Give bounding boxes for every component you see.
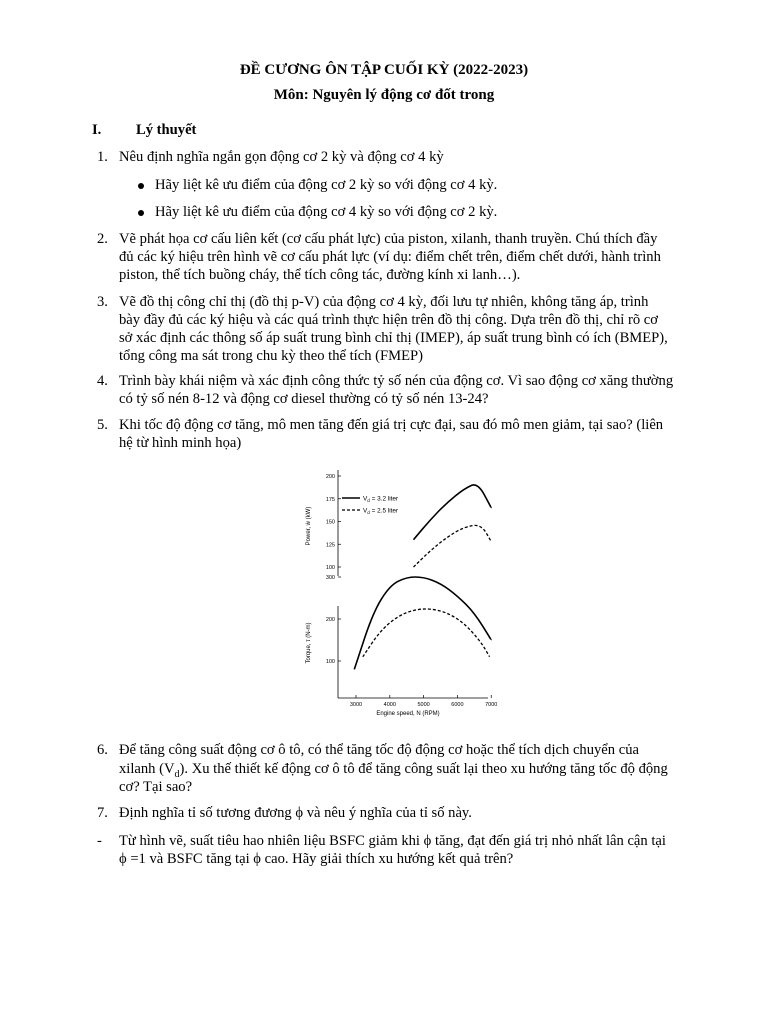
power-tick-label: 100 <box>325 565 335 571</box>
item-text: Vẽ đồ thị công chỉ thị (đồ thị p-V) của động cơ 4 kỳ, đối lưu tự nhiên, không tăng áp, trình <box>119 294 649 310</box>
torque-axis-label: Torque, τ (N-m) <box>306 622 312 664</box>
power-tick-label: 200 <box>325 474 335 480</box>
bullet-dot <box>138 183 144 189</box>
power-curve-solid <box>414 485 492 540</box>
subject-line: Môn: Nguyên lý động cơ đốt trong <box>273 87 495 103</box>
power-tick-label: 125 <box>325 542 335 549</box>
power-curve-dashed <box>414 525 492 567</box>
bullet-text: Hãy liệt kê ưu điểm của động cơ 2 kỳ so với động cơ 4 kỳ. <box>155 177 498 193</box>
item-text: Từ hình vẽ, suất tiêu hao nhiên liệu BSFC giảm khi ϕ tăng, đạt đến giá trị nhỏ nhất lân cận tại <box>119 833 666 849</box>
item-number: 6. <box>97 742 108 758</box>
item-text: sở xác định các thông số áp suất trung bình chỉ thị (IMEP), áp suất trung bình có ích (BMEP), <box>119 330 668 346</box>
x-tick-label: 6000 <box>451 702 464 708</box>
item-text: Để tăng công suất động cơ ô tô, có thể tăng tốc độ động cơ hoặc thể tích dịch chuyển của <box>119 742 639 758</box>
power-tick-label: 175 <box>325 496 335 503</box>
bullet-dot <box>138 210 144 216</box>
item-text: bày đầy đủ các ký hiệu và các quá trình thực hiện trên đồ thị công. Dựa trên đồ thị, chỉ rõ cơ <box>119 312 659 328</box>
torque-tick-label: 200 <box>325 617 335 623</box>
x-tick-label: 4000 <box>383 702 396 708</box>
torque-axes <box>326 575 498 708</box>
item-text: Trình bày khái niệm và xác định công thức tỷ số nén của động cơ. Vì sao động cơ xăng thường <box>119 373 674 389</box>
bullet-text: Hãy liệt kê ưu điểm của động cơ 4 kỳ so với động cơ 2 kỳ. <box>155 204 498 220</box>
section-numeral: I. <box>92 122 102 138</box>
power-axis-label: Power, ẇ (kW) <box>306 506 312 546</box>
item-text: Vẽ phát họa cơ cấu liên kết (cơ cấu phát lực) của piston, xilanh, thanh truyền. Chú thích đầy <box>119 231 658 247</box>
power-tick-label: 150 <box>325 519 335 526</box>
item-text: ϕ =1 và BSFC tăng tại ϕ cao. Hãy giải thích xu hướng kết quả trên? <box>119 851 514 867</box>
item-text: piston, thể tích buồng cháy, thể tích công tác, đường kính xi lanh…). <box>119 267 521 283</box>
legend-label-2-5: $V_d = 2.5$ liter <box>363 507 399 516</box>
item-number: 3. <box>97 294 108 310</box>
torque-curve-solid <box>354 577 491 669</box>
legend-label-3-2: $V_d = 3.2$ liter <box>363 495 399 504</box>
torque-curve-dashed <box>363 609 490 657</box>
item-text: có tỷ số nén 8-12 và động cơ diesel thường có tỷ số nén 13-24? <box>119 391 489 407</box>
x-tick-label: 5000 <box>417 702 430 708</box>
power-torque-figure <box>296 466 496 720</box>
x-tick-label: 3000 <box>349 702 363 708</box>
item-number: 7. <box>97 805 108 821</box>
item-number: 2. <box>97 231 108 247</box>
item-number: 5. <box>97 417 108 433</box>
torque-tick-label: 300 <box>325 575 335 581</box>
power-axes <box>326 470 341 576</box>
item-dash: - <box>97 833 102 849</box>
torque-tick-label: 100 <box>325 659 335 665</box>
item-text-part: ). Xu thế thiết kế động cơ ô tô để tăng công suất lại theo xu hướng tăng tốc độ động <box>179 761 668 777</box>
section-heading: Lý thuyết <box>136 122 197 138</box>
item-text: hệ từ hình minh họa) <box>119 435 242 451</box>
item-text: Định nghĩa tỉ số tương đương ϕ và nêu ý nghĩa của tỉ số này. <box>119 805 472 821</box>
document-title: ĐỀ CƯƠNG ÔN TẬP CUỐI KỲ (2022-2023) <box>239 62 529 78</box>
item-text-part: xilanh (V <box>119 761 175 777</box>
subscript-d: d <box>174 768 180 780</box>
x-axis-label: Engine speed, N (RPM) <box>376 711 440 717</box>
item-text: Khi tốc độ động cơ tăng, mô men tăng đến giá trị cực đại, sau đó mô men giảm, tại sao? (liên <box>119 417 664 433</box>
item-number: 1. <box>97 149 108 165</box>
item-text: tổng công ma sát trong chu kỳ theo thể tích (FMEP) <box>119 348 423 364</box>
item-text-with-subscript <box>119 759 668 785</box>
item-text: cơ? Tại sao? <box>119 779 193 795</box>
item-number: 4. <box>97 373 108 389</box>
item-text: Nêu định nghĩa ngắn gọn động cơ 2 kỳ và động cơ 4 kỳ <box>119 149 444 165</box>
x-tick-label: 7000 <box>485 702 498 708</box>
item-text: đủ các ký hiệu trên hình vẽ cơ cấu phát lực (ví dụ: điểm chết trên, điểm chết dưới, hành trình <box>119 249 661 265</box>
